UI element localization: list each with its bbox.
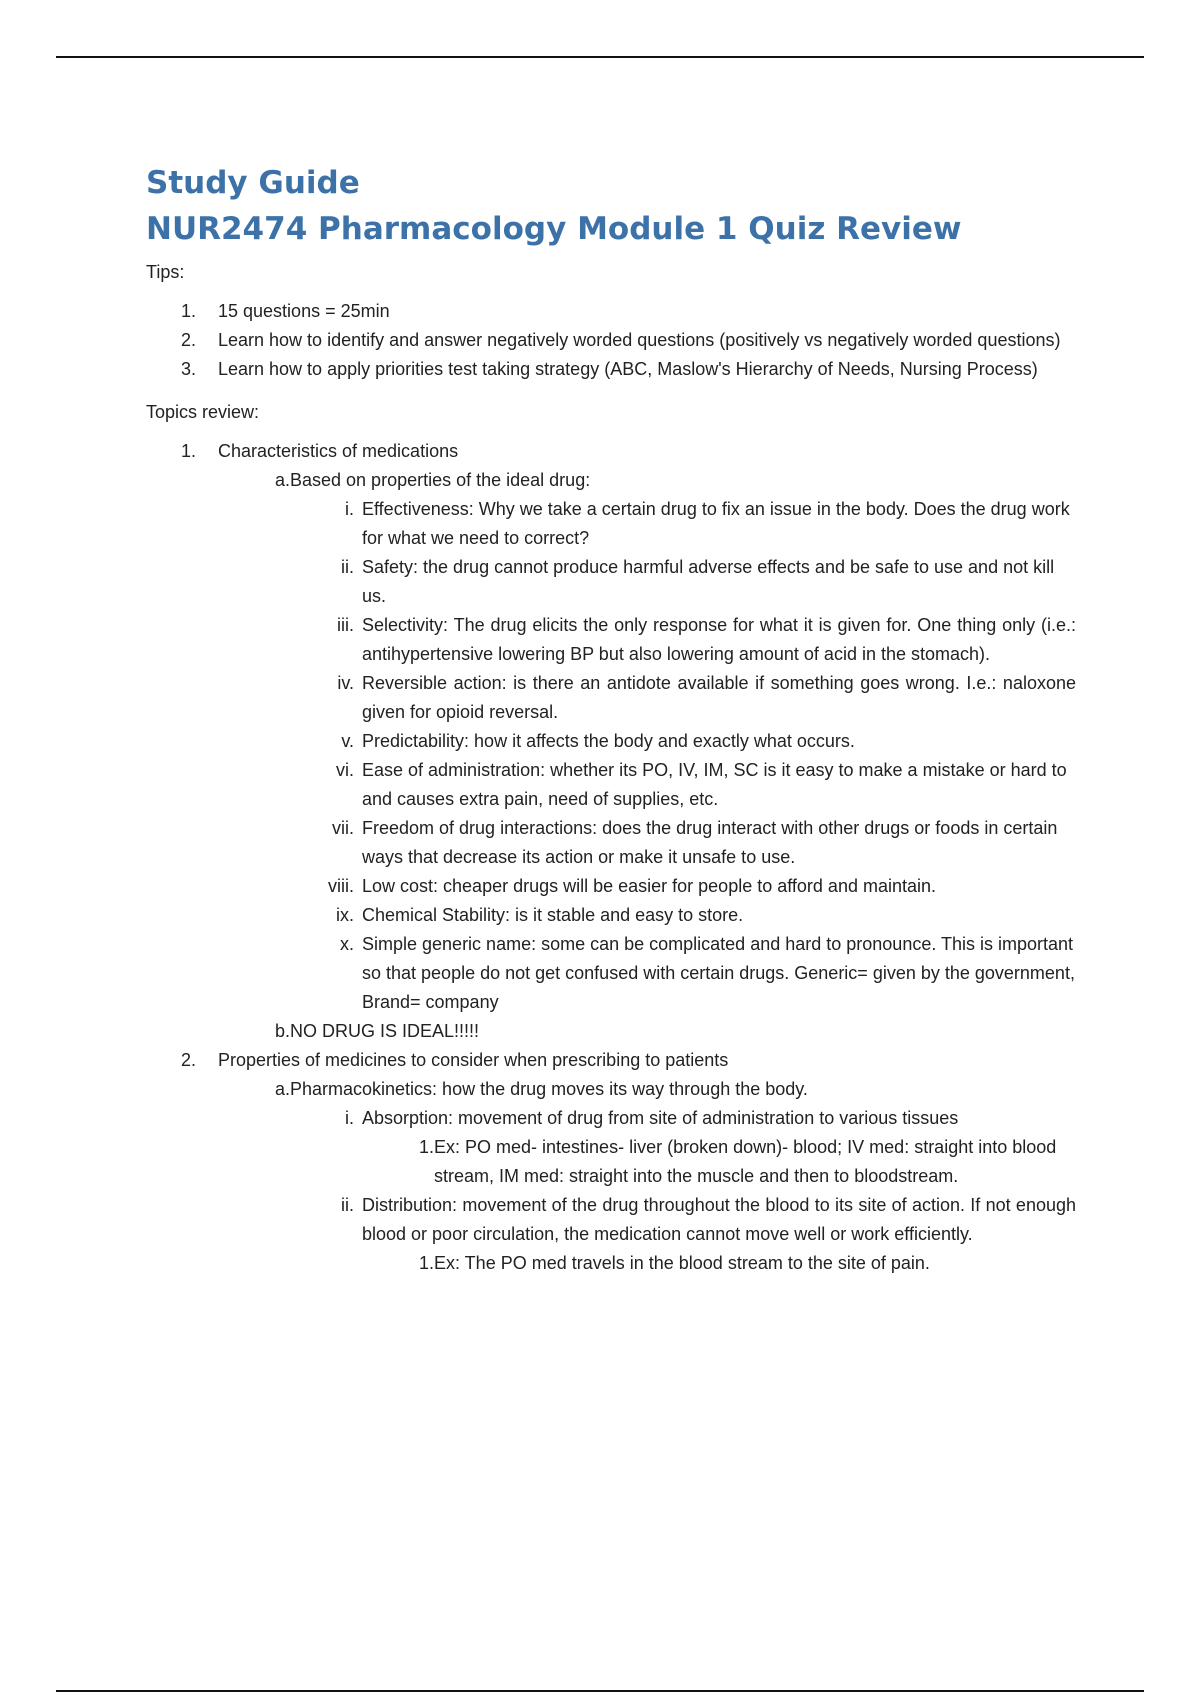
topic-item (146, 437, 1076, 1046)
list-item (146, 355, 1076, 384)
list-number: iii. (337, 615, 354, 635)
list-item (290, 1104, 1076, 1191)
list-item (290, 814, 1076, 872)
list-text: Pharmacokinetics: how the drug moves its way through the body. (290, 1079, 808, 1099)
list-text: Ex: The PO med travels in the blood stream to the site of pain. (434, 1253, 930, 1273)
list-item (290, 727, 1076, 756)
list-text: 15 questions = 25min (218, 301, 390, 321)
list-number: 1. (180, 301, 196, 321)
list-number: i. (345, 1108, 354, 1128)
footer-rule (56, 1690, 1144, 1692)
list-number: vi. (336, 760, 354, 780)
list-text: Characteristics of medications (218, 441, 459, 461)
sublist (218, 466, 1076, 1046)
topics-list (146, 437, 1076, 1278)
list-text: Effectiveness: Why we take a certain drug to fix an issue in the body. Does the drug work for what we need to correct? (362, 499, 1070, 548)
list-number: ii. (341, 1195, 354, 1215)
list-item (218, 466, 1076, 1017)
list-text: Based on properties of the ideal drug: (290, 470, 591, 490)
sublist (218, 1075, 1076, 1278)
ideal-drug-properties (290, 495, 1076, 1017)
list-number: 1. (418, 1253, 434, 1273)
list-number: iv. (337, 673, 354, 693)
list-text: Properties of medicines to consider when prescribing to patients (218, 1050, 729, 1070)
list-text: Simple generic name: some can be complicated and hard to pronounce. This is important so that people do not get confused with certain drugs. Generic= given by the government, Brand= company (362, 934, 1075, 1012)
document-title: Study Guide (146, 165, 360, 201)
list-text: Ex: PO med- intestines- liver (broken down)- blood; IV med: straight into blood stream, IM med: straight into the muscle and then to bloodstream. (434, 1137, 1057, 1186)
list-text: Selectivity: The drug elicits the only response for what it is given for. One thing only (i.e.: antihypertensive lowering BP but also lowering amount of acid in the stomach). (362, 615, 1076, 664)
list-number: x. (339, 934, 354, 954)
list-item (362, 1249, 1076, 1278)
list-item (290, 756, 1076, 814)
document-subtitle: NUR2474 Pharmacology Module 1 Quiz Review (146, 211, 962, 247)
list-item (290, 1191, 1076, 1278)
list-number: 1. (180, 441, 196, 461)
list-item (218, 1075, 1076, 1278)
list-number: vii. (332, 818, 354, 838)
list-text: Distribution: movement of the drug throughout the blood to its site of action. If not enough blood or poor circulation, the medication cannot move well or work efficiently. (362, 1195, 1076, 1244)
list-item (290, 611, 1076, 669)
tips-list (146, 297, 1076, 384)
list-item (290, 901, 1076, 930)
list-number: a. (274, 1079, 290, 1099)
list-number: ii. (341, 557, 354, 577)
list-item (146, 297, 1076, 326)
tips-label: Tips: (146, 262, 185, 282)
list-text: Low cost: cheaper drugs will be easier for people to afford and maintain. (362, 876, 937, 896)
example-list (362, 1249, 1076, 1278)
list-text: Learn how to apply priorities test taking strategy (ABC, Maslow's Hierarchy of Needs, Nursing Process) (218, 359, 1038, 379)
list-item (218, 1017, 1076, 1046)
header-rule (56, 56, 1144, 58)
list-text: Ease of administration: whether its PO, IV, IM, SC is it easy to make a mistake or hard to and causes extra pain, need of supplies, etc. (362, 760, 1067, 809)
list-text: Learn how to identify and answer negatively worded questions (positively vs negatively worded questions) (218, 330, 1061, 350)
list-text: Absorption: movement of drug from site of administration to various tissues (362, 1108, 959, 1128)
list-item (290, 495, 1076, 553)
list-number: b. (274, 1021, 290, 1041)
list-text: Chemical Stability: is it stable and easy to store. (362, 905, 744, 925)
pharmacokinetics-list (290, 1104, 1076, 1278)
list-item (290, 872, 1076, 901)
list-item (290, 669, 1076, 727)
example-list (362, 1133, 1076, 1191)
list-number: 1. (418, 1137, 434, 1157)
list-number: a. (274, 470, 290, 490)
list-text: Predictability: how it affects the body and exactly what occurs. (362, 731, 855, 751)
list-text: Reversible action: is there an antidote available if something goes wrong. I.e.: naloxone given for opioid reversal. (362, 673, 1076, 722)
list-item (290, 553, 1076, 611)
list-number: i. (345, 499, 354, 519)
list-item (362, 1133, 1076, 1191)
document-body (146, 160, 1076, 1278)
list-number: 2. (180, 330, 196, 350)
list-number: 3. (180, 359, 196, 379)
list-item (146, 326, 1076, 355)
list-item (290, 930, 1076, 1017)
topics-label: Topics review: (146, 402, 260, 422)
list-number: ix. (336, 905, 354, 925)
list-text: Safety: the drug cannot produce harmful adverse effects and be safe to use and not kill us. (362, 557, 1055, 606)
list-number: 2. (180, 1050, 196, 1070)
list-number: v. (341, 731, 354, 751)
list-number: viii. (328, 876, 354, 896)
list-text: NO DRUG IS IDEAL!!!!! (290, 1021, 480, 1041)
topic-item (146, 1046, 1076, 1278)
list-text: Freedom of drug interactions: does the drug interact with other drugs or foods in certain ways that decrease its action or make it unsafe to use. (362, 818, 1058, 867)
